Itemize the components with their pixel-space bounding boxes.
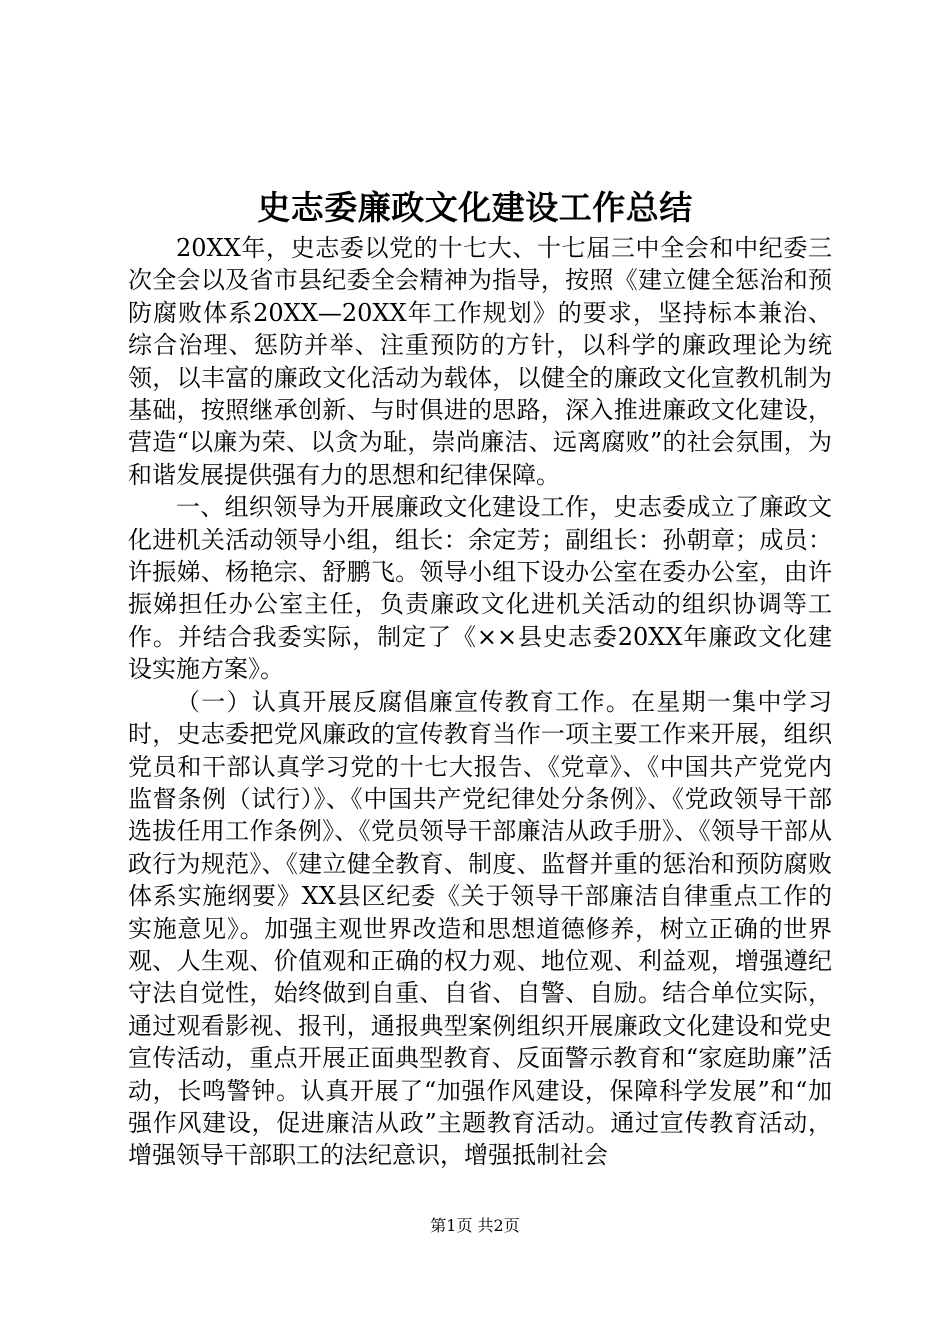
paragraph-education: （一）认真开展反腐倡廉宣传教育工作。在星期一集中学习时，史志委把党风廉政的宣传教育当作一项主要工作来开展，组织党员和干部认真学习党的十七大报告、《党章》、《中国共产党党内监督条例（试行）》、《中国共产党纪律处分条例》、《党政领导干部选拔任用工作条例》、《党员领导干部廉洁从政手册》、《领导干部从政行为规范》、《建立健全教育、制度、监督并重的惩治和预防腐败体系实施纲要》XX县区纪委《关于领导干部廉洁自律重点工作的实施意见》。加强主观世界改造和思想道德修养，树立正确的世界观、人生观、价值观和正确的权力观、地位观、利益观，增强遵纪守法自觉性，始终做到自重、自省、自警、自励。结合单位实际，通过观看影视、报刊，通报典型案例组织开展廉政文化建设和党史宣传活动，重点开展正面典型教育、反面警示教育和“家庭助廉”活动，长鸣警钟。认真开展了“加强作风建设，保障科学发展”和“加强作风建设，促进廉洁从政”主题教育活动。通过宣传教育活动，增强领导干部职工的法纪意识，增强抵制社会 [128,687,832,1170]
paragraph-organization: 一、组织领导为开展廉政文化建设工作，史志委成立了廉政文化进机关活动领导小组，组长：余定芳；副组长：孙朝章；成员：许振娣、杨艳宗、舒鹏飞。领导小组下设办公室在委办公室，由许振娣担任办公室主任，负责廉政文化进机关活动的组织协调等工作。并结合我委实际，制定了《××县史志委20XX年廉政文化建设实施方案》。 [128,493,832,684]
page-footer: 第1页 共2页 [430,1216,520,1235]
document-body [128,232,832,1172]
document-title: 史志委廉政文化建设工作总结 [257,188,693,227]
paragraph-intro: 20XX年，史志委以党的十七大、十七届三中全会和中纪委三次全会以及省市县纪委全会精神为指导，按照《建立健全惩治和预防腐败体系20XX—20XX年工作规划》的要求，坚持标本兼治、综合治理、惩防并举、注重预防的方针，以科学的廉政理论为统领，以丰富的廉政文化活动为载体，以健全的廉政文化宣教机制为基础，按照继承创新、与时俱进的思路，深入推进廉政文化建设，营造“以廉为荣、以贪为耻，崇尚廉洁、远离腐败”的社会氛围，为和谐发展提供强有力的思想和纪律保障。 [128,234,832,489]
